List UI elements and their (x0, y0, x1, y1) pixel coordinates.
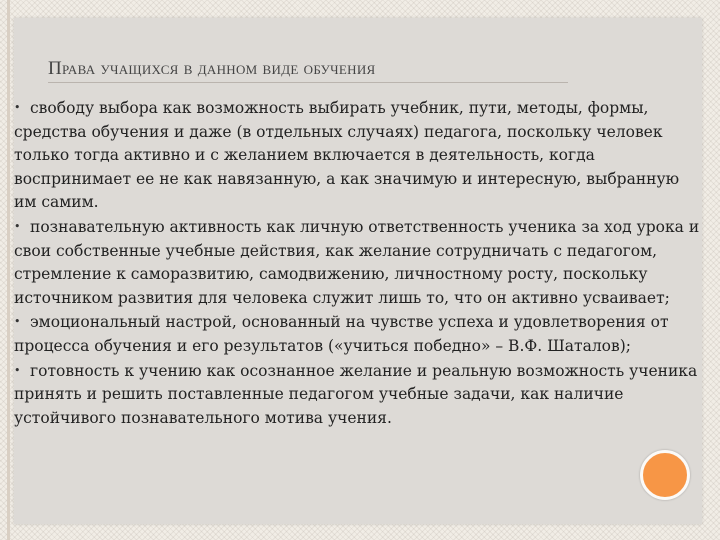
paragraph-text: эмоциональный настрой, основанный на чувстве успеха и удовлетворения от процесса обучения и его результатов («учиться победно» – В.Ф. Шаталов); (14, 313, 669, 355)
left-edge-stripe (7, 0, 10, 540)
bullet-icon: • (14, 315, 21, 329)
bullet-paragraph-choice (14, 96, 704, 215)
bullet-paragraph-readiness (14, 359, 704, 431)
orange-circle-decoration (640, 450, 690, 500)
slide-title: Права учащихся в данном виде обучения (48, 58, 376, 79)
bullet-icon: • (14, 101, 21, 114)
slide-body (14, 96, 704, 430)
paragraph-text: свободу выбора как возможность выбирать учебник, пути, методы, формы, средства обучения и даже (в отдельных случаях) педагога, поскольку человек только тогда активно и с желанием включается в деятельность, когда воспринимает ее не как навязанную, а как значимую и интересную, выбранную им самим. (14, 99, 680, 212)
paragraph-text: познавательную активность как личную ответственность ученика за ход урока и свои собственные учебные действия, как желание сотрудничать с педагогом, стремление к саморазвитию, самодвижению, личностному росту, поскольку источником развития для человека служит лишь то, что он активно усваивает; (14, 217, 700, 307)
bullet-paragraph-emotion (14, 310, 704, 358)
bullet-icon: • (14, 219, 21, 233)
bullet-icon: • (14, 363, 21, 377)
paragraph-text: готовность к учению как осознанное желание и реальную возможность ученика принять и решить поставленные педагогом учебные задачи, как наличие устойчивого познавательного мотива учения. (14, 361, 698, 427)
title-divider (48, 82, 568, 83)
bullet-paragraph-activity (14, 215, 704, 310)
